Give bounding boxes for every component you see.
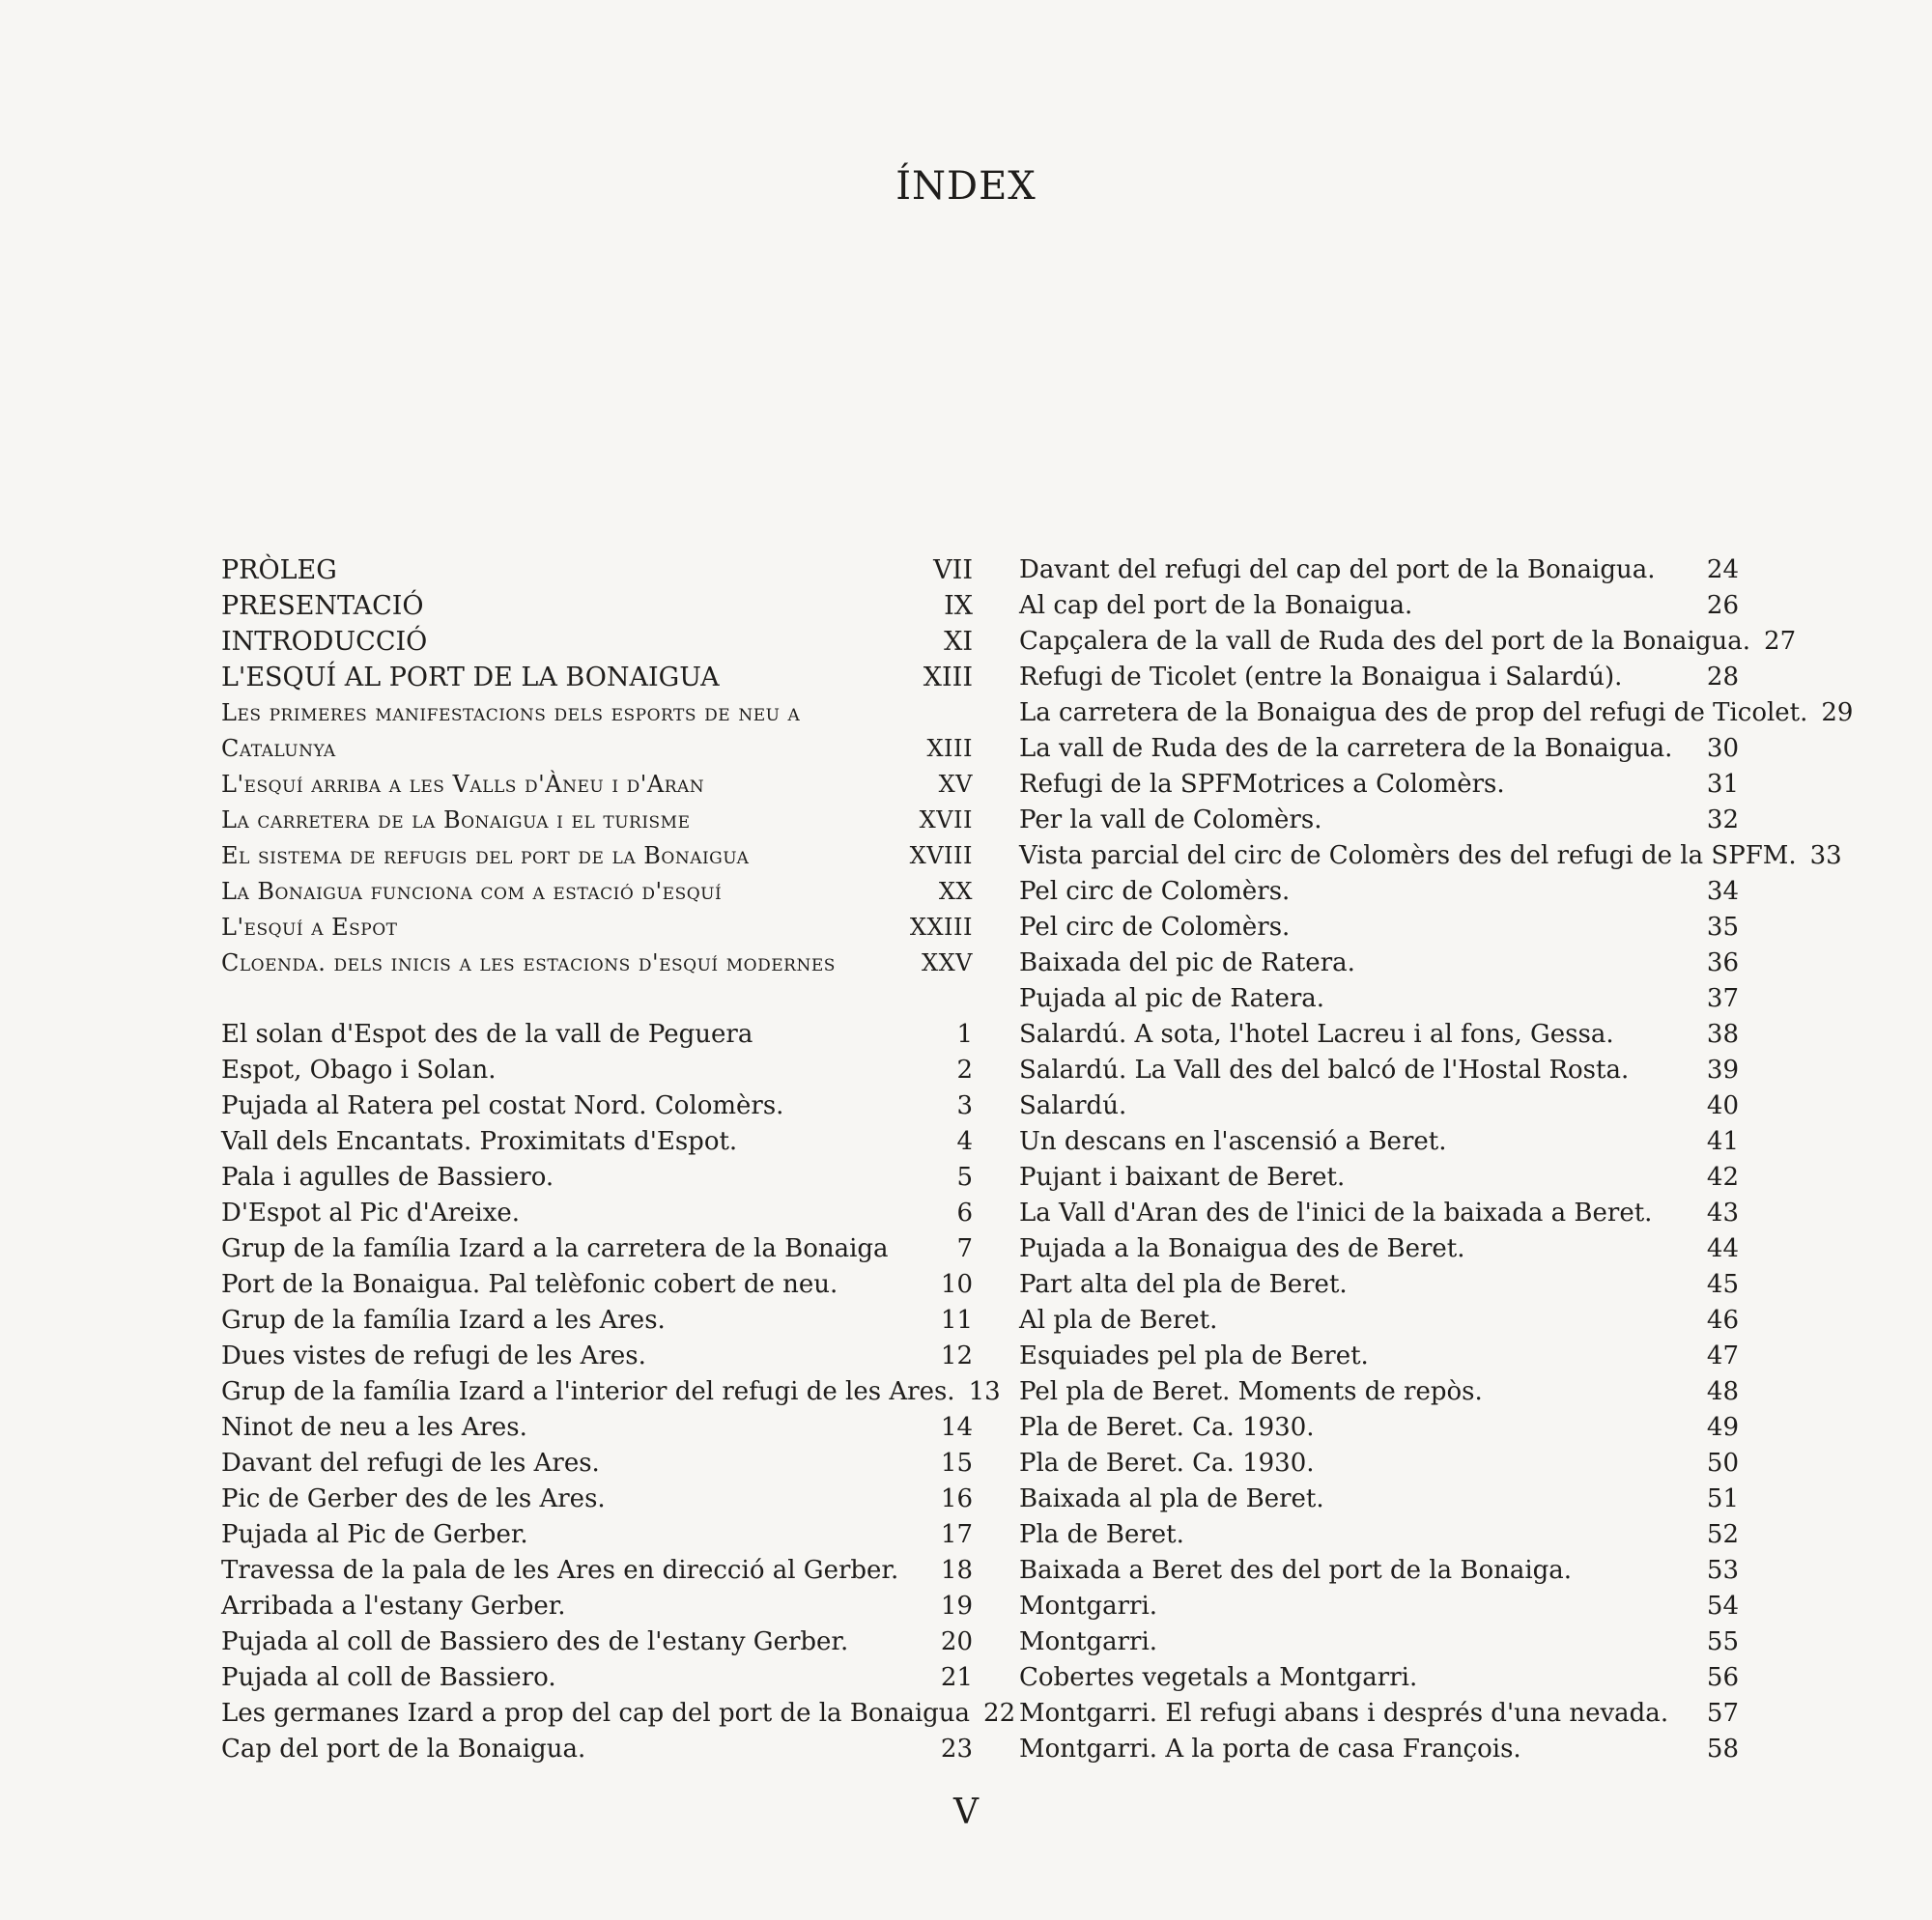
entry-label: Grup de la família Izard a les Ares.: [221, 1306, 666, 1335]
plate-entry[interactable]: [1019, 695, 1854, 731]
plate-entry[interactable]: [221, 1267, 973, 1303]
page-number: XVII: [919, 806, 973, 833]
page-number: XX: [938, 878, 973, 905]
entry-label: Esquiades pel pla de Beret.: [1019, 1341, 1369, 1370]
entry-label: Al pla de Beret.: [1019, 1306, 1218, 1335]
entry-label: L'ESQUÍ AL PORT DE LA BONAIGUA: [221, 663, 720, 692]
page-number: 40: [1706, 1091, 1739, 1120]
entry-label: Pujada al Pic de Gerber.: [221, 1520, 528, 1549]
section-entry[interactable]: [221, 874, 973, 910]
entry-label: Pujant i baixant de Beret.: [1019, 1163, 1346, 1192]
page-number: 29: [1821, 698, 1854, 727]
plate-entry[interactable]: [221, 1732, 973, 1767]
page-number: 5: [956, 1163, 973, 1192]
entry-label: L'esquí arriba a les Valls d'Àneu i d'Aran: [221, 771, 705, 798]
plate-entry[interactable]: [221, 1160, 973, 1196]
page-number: 15: [940, 1449, 973, 1478]
plate-entry[interactable]: [1019, 1732, 1739, 1767]
entry-label: Les germanes Izard a prop del cap del port de la Bonaigua: [221, 1699, 971, 1728]
plate-entry[interactable]: [1019, 1624, 1739, 1660]
entry-label: D'Espot al Pic d'Areixe.: [221, 1199, 521, 1228]
page-number: 3: [956, 1091, 973, 1120]
front-matter-list: [221, 552, 973, 695]
plate-entry[interactable]: [221, 1374, 1001, 1410]
section-entry[interactable]: [221, 767, 973, 803]
page-number: 55: [1706, 1627, 1739, 1656]
entry-label: La carretera de la Bonaigua des de prop del refugi de Ticolet.: [1019, 698, 1808, 727]
page-number: 35: [1706, 913, 1739, 942]
entry-label: Baixada a Beret des del port de la Bonaiga.: [1019, 1556, 1573, 1585]
page-number: 48: [1706, 1377, 1739, 1406]
page-number: 38: [1706, 1020, 1739, 1049]
entry-label: Pel circ de Colomèrs.: [1019, 877, 1291, 906]
plate-entry[interactable]: [221, 1339, 973, 1374]
plate-entry[interactable]: [221, 1589, 973, 1624]
entry-label: El solan d'Espot des de la vall de Peguera: [221, 1020, 753, 1049]
entry-label: Pel circ de Colomèrs.: [1019, 913, 1291, 942]
plate-entry[interactable]: [221, 1482, 973, 1517]
page-number: 43: [1706, 1199, 1739, 1228]
entry-label: L'esquí a Espot: [221, 914, 398, 941]
page-number: 54: [1706, 1592, 1739, 1621]
entry-label: Cobertes vegetals a Montgarri.: [1019, 1663, 1418, 1692]
plate-entry[interactable]: [1019, 552, 1739, 588]
page-number: 57: [1706, 1699, 1739, 1728]
front-matter-entry[interactable]: [221, 624, 973, 660]
entry-label: Refugi de la SPFMotrices a Colomèrs.: [1019, 770, 1505, 799]
page-number: 1: [956, 1020, 973, 1049]
page-number: XXIII: [909, 914, 973, 941]
entry-label: Port de la Bonaigua. Pal telèfonic cobert de neu.: [221, 1270, 838, 1299]
plate-entry[interactable]: [221, 1053, 973, 1088]
page-number: 45: [1706, 1270, 1739, 1299]
entry-label: Dues vistes de refugi de les Ares.: [221, 1341, 646, 1370]
front-matter-entry[interactable]: [221, 588, 973, 624]
entry-label: Part alta del pla de Beret.: [1019, 1270, 1348, 1299]
entry-label: Pla de Beret. Ca. 1930.: [1019, 1449, 1315, 1478]
plate-entry[interactable]: [1019, 731, 1739, 767]
plate-entry[interactable]: [1019, 1053, 1739, 1088]
plate-entry[interactable]: [1019, 981, 1739, 1017]
front-matter-entry[interactable]: [221, 660, 973, 695]
plate-entry[interactable]: [1019, 1124, 1739, 1160]
page-number: 4: [956, 1127, 973, 1156]
page-number: XIII: [926, 735, 973, 762]
plate-entry[interactable]: [1019, 1446, 1739, 1482]
page-folio: V: [953, 1793, 979, 1832]
entry-label: Montgarri.: [1019, 1627, 1158, 1656]
page-number: 31: [1706, 770, 1739, 799]
page-number: XV: [938, 771, 973, 798]
sections-list: [221, 767, 973, 981]
plate-entry[interactable]: [1019, 1017, 1739, 1053]
page-number: 23: [940, 1735, 973, 1764]
entry-label: Cloenda. dels inicis a les estacions d'esquí modernes: [221, 949, 836, 976]
plate-entry[interactable]: [1019, 1303, 1739, 1339]
page-number: 10: [940, 1270, 973, 1299]
plate-entry[interactable]: [1019, 1267, 1739, 1303]
plate-entry[interactable]: [1019, 838, 1842, 874]
plate-entry[interactable]: [1019, 946, 1739, 981]
entry-label: Un descans en l'ascensió a Beret.: [1019, 1127, 1447, 1156]
page-number: 44: [1706, 1234, 1739, 1263]
page-number: 51: [1706, 1484, 1739, 1513]
page-number: 21: [940, 1663, 973, 1692]
page-number: 11: [940, 1306, 973, 1335]
section-entry[interactable]: [221, 695, 973, 767]
page-number: 27: [1764, 627, 1797, 656]
entry-label: Cap del port de la Bonaigua.: [221, 1735, 586, 1764]
page-number: 46: [1706, 1306, 1739, 1335]
section-entry[interactable]: [221, 838, 973, 874]
entry-label: Baixada del pic de Ratera.: [1019, 948, 1355, 977]
entry-label: Pic de Gerber des de les Ares.: [221, 1484, 606, 1513]
plate-entry[interactable]: [1019, 1410, 1739, 1446]
spacer: [221, 981, 973, 1017]
page-number: XI: [944, 627, 973, 657]
entry-label: Davant del refugi del cap del port de la Bonaigua.: [1019, 555, 1656, 584]
plates-list-left: [221, 1017, 1016, 1767]
plate-entry[interactable]: [1019, 1553, 1739, 1589]
page-number: 34: [1706, 877, 1739, 906]
entry-label: Salardú.: [1019, 1091, 1127, 1120]
plate-entry[interactable]: [1019, 1088, 1739, 1124]
page-number: 53: [1706, 1556, 1739, 1585]
plate-entry[interactable]: [221, 1303, 973, 1339]
page-number: 18: [940, 1556, 973, 1585]
page-number: 52: [1706, 1520, 1739, 1549]
entry-label: Davant del refugi de les Ares.: [221, 1449, 600, 1478]
plate-entry[interactable]: [221, 1660, 973, 1696]
plate-entry[interactable]: [221, 1124, 973, 1160]
entry-label: Refugi de Ticolet (entre la Bonaigua i Salardú).: [1019, 663, 1623, 692]
page-number: 39: [1706, 1056, 1739, 1085]
page-number: 30: [1706, 734, 1739, 763]
plate-entry[interactable]: [1019, 660, 1739, 695]
plate-entry[interactable]: [1019, 1517, 1739, 1553]
page-number: 37: [1706, 984, 1739, 1013]
page-number: 36: [1706, 948, 1739, 977]
plate-entry[interactable]: [221, 1517, 973, 1553]
entry-label: La Bonaigua funciona com a estació d'esquí: [221, 878, 723, 905]
page-number: 2: [956, 1056, 973, 1085]
page-number: 13: [968, 1377, 1001, 1406]
entry-label: INTRODUCCIÓ: [221, 627, 428, 657]
plate-entry[interactable]: [1019, 803, 1739, 838]
plate-entry[interactable]: [221, 1696, 1016, 1732]
page-number: 56: [1706, 1663, 1739, 1692]
section-entry[interactable]: [221, 910, 973, 946]
entry-label: Montgarri.: [1019, 1592, 1158, 1621]
entry-label: Salardú. A sota, l'hotel Lacreu i al fons, Gessa.: [1019, 1020, 1614, 1049]
plate-entry[interactable]: [221, 1196, 973, 1231]
page-number: 16: [940, 1484, 973, 1513]
page-number: 12: [940, 1341, 973, 1370]
plate-entry[interactable]: [1019, 1482, 1739, 1517]
plate-entry[interactable]: [221, 1410, 973, 1446]
entry-label: Pla de Beret.: [1019, 1520, 1184, 1549]
entry-label: Vall dels Encantats. Proximitats d'Espot.: [221, 1127, 738, 1156]
entry-label: Pala i agulles de Bassiero.: [221, 1163, 554, 1192]
page-number: 58: [1706, 1735, 1739, 1764]
entry-label: Pel pla de Beret. Moments de repòs.: [1019, 1377, 1483, 1406]
plate-entry[interactable]: [221, 1553, 973, 1589]
entry-label: Grup de la família Izard a l'interior del refugi de les Ares.: [221, 1377, 955, 1406]
page-number: 28: [1706, 663, 1739, 692]
plate-entry[interactable]: [221, 1231, 973, 1267]
plate-entry[interactable]: [1019, 1196, 1739, 1231]
plate-entry[interactable]: [1019, 588, 1739, 624]
page-number: 6: [956, 1199, 973, 1228]
entry-label: Arribada a l'estany Gerber.: [221, 1592, 566, 1621]
page-number: 41: [1706, 1127, 1739, 1156]
front-matter-entry[interactable]: [221, 552, 973, 588]
entry-label: Al cap del port de la Bonaigua.: [1019, 591, 1413, 620]
plate-entry[interactable]: [1019, 767, 1739, 803]
plate-entry[interactable]: [1019, 874, 1739, 910]
page-number: 47: [1706, 1341, 1739, 1370]
section-label: Les primeres manifestacions dels esports de neu a: [221, 699, 801, 726]
entry-label: Montgarri. El refugi abans i després d'una nevada.: [1019, 1699, 1669, 1728]
page-number: 32: [1706, 805, 1739, 834]
plate-entry[interactable]: [221, 1446, 973, 1482]
plate-entry[interactable]: [221, 1017, 973, 1053]
page-number: 24: [1706, 555, 1739, 584]
entry-label: Ninot de neu a les Ares.: [221, 1413, 527, 1442]
page-number: XXV: [921, 949, 973, 976]
plate-entry[interactable]: [1019, 1231, 1739, 1267]
page-number: XIII: [923, 663, 973, 692]
plate-entry[interactable]: [221, 1624, 973, 1660]
entry-label: Baixada al pla de Beret.: [1019, 1484, 1324, 1513]
index-right-column: [1019, 552, 1854, 1767]
page-title: ÍNDEX: [895, 164, 1037, 209]
entry-label: Espot, Obago i Solan.: [221, 1056, 497, 1085]
entry-label: Pujada al pic de Ratera.: [1019, 984, 1325, 1013]
plates-list-right: [1019, 552, 1854, 1767]
section-entry[interactable]: [221, 946, 973, 981]
plate-entry[interactable]: [1019, 1339, 1739, 1374]
plate-entry[interactable]: [1019, 1160, 1739, 1196]
page-number: IX: [944, 591, 973, 621]
entry-label: La vall de Ruda des de la carretera de la Bonaigua.: [1019, 734, 1673, 763]
entry-label: Pujada al Ratera pel costat Nord. Colomèrs.: [221, 1091, 784, 1120]
entry-label: Per la vall de Colomèrs.: [1019, 805, 1322, 834]
entry-label: Vista parcial del circ de Colomèrs des del refugi de la SPFM.: [1019, 841, 1797, 870]
entry-label: PRESENTACIÓ: [221, 591, 424, 621]
entry-label: La Vall d'Aran des de l'inici de la baixada a Beret.: [1019, 1199, 1653, 1228]
page-number: 14: [940, 1413, 973, 1442]
plate-entry[interactable]: [1019, 1374, 1739, 1410]
page-number: 26: [1706, 591, 1739, 620]
entry-label: Pujada al coll de Bassiero.: [221, 1663, 556, 1692]
plate-entry[interactable]: [1019, 1660, 1739, 1696]
entry-label: Pla de Beret. Ca. 1930.: [1019, 1413, 1315, 1442]
entry-label: Pujada a la Bonaigua des de Beret.: [1019, 1234, 1465, 1263]
page-number: 17: [940, 1520, 973, 1549]
page-number: 22: [983, 1699, 1016, 1728]
plate-entry[interactable]: [1019, 1589, 1739, 1624]
index-left-column: [221, 552, 1016, 1767]
plate-entry[interactable]: [1019, 910, 1739, 946]
plate-entry[interactable]: [1019, 1696, 1739, 1732]
page-number: 42: [1706, 1163, 1739, 1192]
entry-label: La carretera de la Bonaigua i el turisme: [221, 806, 691, 833]
page-number: 7: [956, 1234, 973, 1263]
entry-label: PRÒLEG: [221, 555, 337, 585]
page-number: 33: [1809, 841, 1842, 870]
entry-label: Pujada al coll de Bassiero des de l'estany Gerber.: [221, 1627, 849, 1656]
plate-entry[interactable]: [221, 1088, 973, 1124]
entry-label: Capçalera de la vall de Ruda des del port de la Bonaigua.: [1019, 627, 1751, 656]
entry-label: Grup de la família Izard a la carretera de la Bonaiga: [221, 1234, 889, 1263]
page-number: 19: [940, 1592, 973, 1621]
page-number: VII: [933, 555, 973, 585]
entry-label: Salardú. La Vall des del balcó de l'Hostal Rosta.: [1019, 1056, 1630, 1085]
entry-label: El sistema de refugis del port de la Bonaigua: [221, 842, 750, 869]
entry-label: Travessa de la pala de les Ares en direcció al Gerber.: [221, 1556, 899, 1585]
page-number: XVIII: [909, 842, 973, 869]
page-number: 49: [1706, 1413, 1739, 1442]
entry-label: Montgarri. A la porta de casa François.: [1019, 1735, 1521, 1764]
plate-entry[interactable]: [1019, 624, 1797, 660]
page-number: 20: [940, 1627, 973, 1656]
section-entry[interactable]: [221, 803, 973, 838]
section-label-continued: Catalunya: [221, 735, 336, 762]
page-number: 50: [1706, 1449, 1739, 1478]
